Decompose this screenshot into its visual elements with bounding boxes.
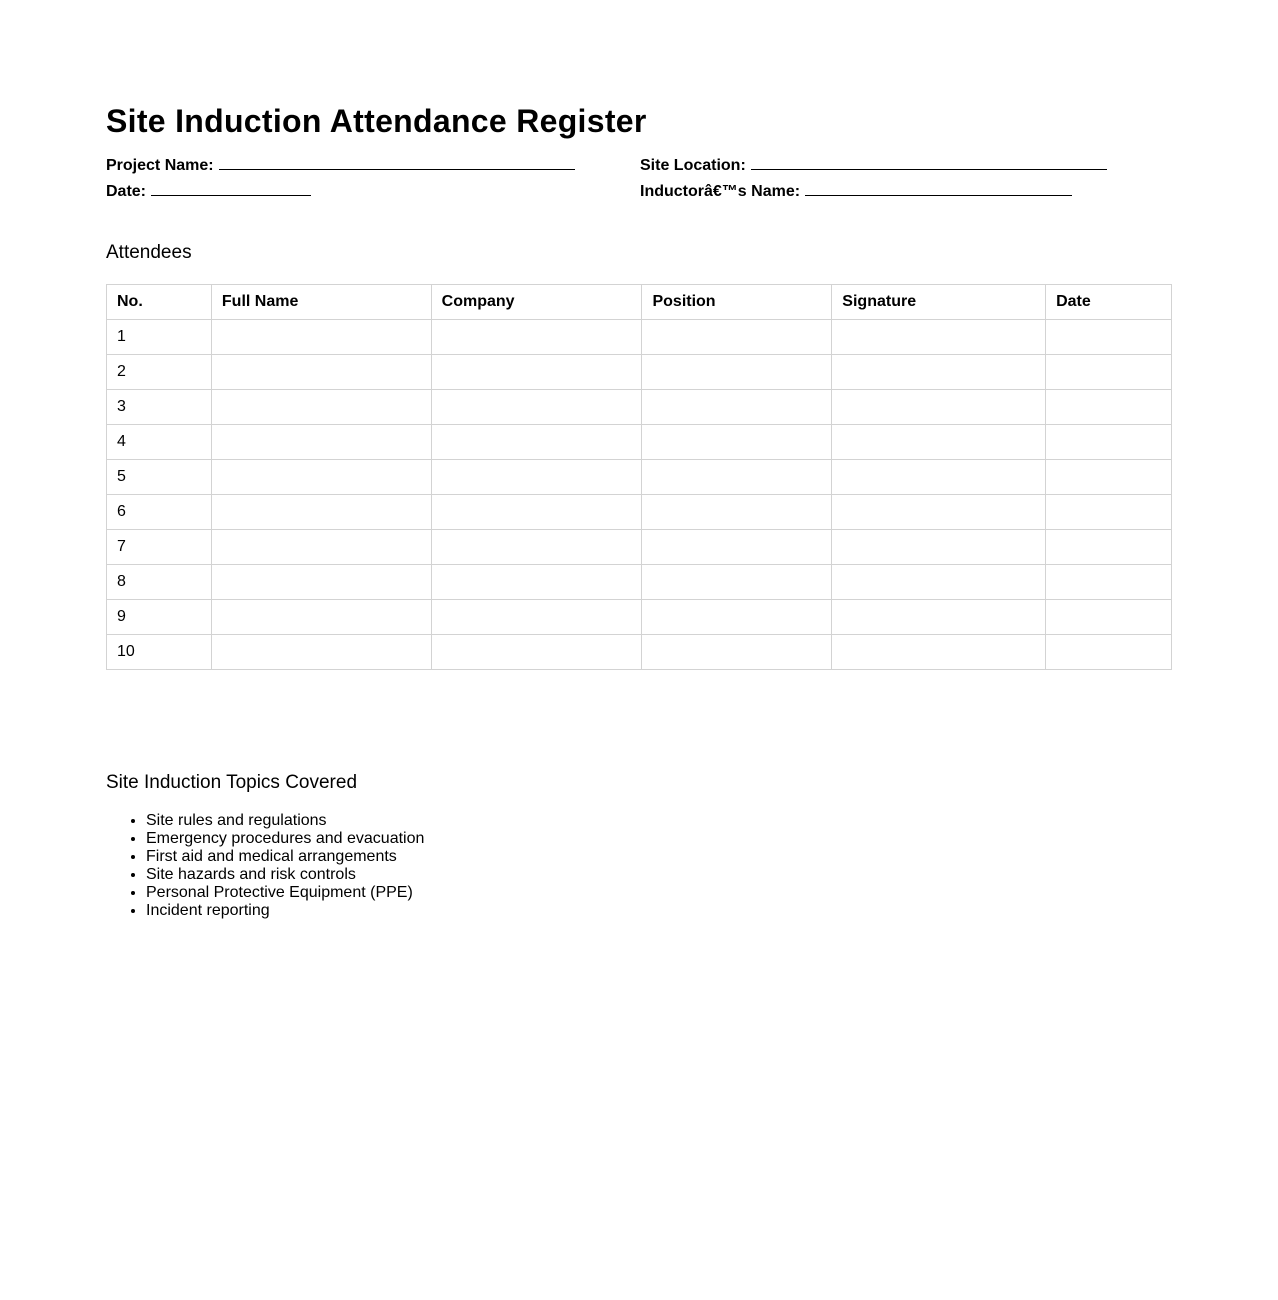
page-title: Site Induction Attendance Register	[106, 103, 647, 139]
date-field	[106, 181, 311, 201]
table-header-row	[107, 285, 1172, 320]
full-name-cell[interactable]	[211, 600, 431, 635]
full-name-cell[interactable]	[211, 355, 431, 390]
column-header-position: Position	[642, 285, 832, 320]
company-cell[interactable]	[431, 600, 642, 635]
row-number: 2	[107, 355, 212, 390]
site-location-blank[interactable]	[751, 155, 1107, 170]
company-cell[interactable]	[431, 495, 642, 530]
date-cell[interactable]	[1046, 600, 1172, 635]
date-cell[interactable]	[1046, 495, 1172, 530]
position-cell[interactable]	[642, 425, 832, 460]
company-cell[interactable]	[431, 565, 642, 600]
project-name-label: Project Name:	[106, 157, 214, 174]
position-cell[interactable]	[642, 635, 832, 670]
list-item: • Personal Protective Equipment (PPE)	[146, 884, 424, 902]
company-cell[interactable]	[431, 390, 642, 425]
signature-cell[interactable]	[832, 495, 1046, 530]
date-cell[interactable]	[1046, 460, 1172, 495]
table-row	[107, 460, 1172, 495]
column-header-signature: Signature	[832, 285, 1046, 320]
row-number: 5	[107, 460, 212, 495]
signature-cell[interactable]	[832, 425, 1046, 460]
list-item: • Incident reporting	[146, 902, 424, 920]
row-number: 10	[107, 635, 212, 670]
full-name-cell[interactable]	[211, 390, 431, 425]
date-cell[interactable]	[1046, 425, 1172, 460]
full-name-cell[interactable]	[211, 320, 431, 355]
company-cell[interactable]	[431, 635, 642, 670]
table-row	[107, 530, 1172, 565]
date-label: Date:	[106, 183, 147, 200]
site-location-label: Site Location:	[640, 157, 746, 174]
list-item: • Site hazards and risk controls	[146, 866, 424, 884]
row-number: 8	[107, 565, 212, 600]
table-row	[107, 495, 1172, 530]
list-item: • First aid and medical arrangements	[146, 848, 424, 866]
position-cell[interactable]	[642, 390, 832, 425]
date-blank[interactable]	[151, 181, 311, 196]
full-name-cell[interactable]	[211, 635, 431, 670]
row-number: 1	[107, 320, 212, 355]
position-cell[interactable]	[642, 460, 832, 495]
signature-cell[interactable]	[832, 600, 1046, 635]
full-name-cell[interactable]	[211, 565, 431, 600]
signature-cell[interactable]	[832, 355, 1046, 390]
table-row	[107, 635, 1172, 670]
date-cell[interactable]	[1046, 320, 1172, 355]
column-header-full-name: Full Name	[211, 285, 431, 320]
column-header-no: No.	[107, 285, 212, 320]
company-cell[interactable]	[431, 425, 642, 460]
position-cell[interactable]	[642, 495, 832, 530]
attendees-heading: Attendees	[106, 242, 192, 263]
company-cell[interactable]	[431, 320, 642, 355]
table-row	[107, 600, 1172, 635]
signature-cell[interactable]	[832, 320, 1046, 355]
table-row	[107, 320, 1172, 355]
full-name-cell[interactable]	[211, 495, 431, 530]
date-cell[interactable]	[1046, 530, 1172, 565]
project-name-blank[interactable]	[219, 155, 575, 170]
signature-cell[interactable]	[832, 460, 1046, 495]
column-header-date: Date	[1046, 285, 1172, 320]
column-header-company: Company	[431, 285, 642, 320]
signature-cell[interactable]	[832, 530, 1046, 565]
position-cell[interactable]	[642, 600, 832, 635]
inductor-name-blank[interactable]	[805, 181, 1072, 196]
signature-cell[interactable]	[832, 565, 1046, 600]
topics-list	[106, 812, 424, 920]
company-cell[interactable]	[431, 530, 642, 565]
position-cell[interactable]	[642, 530, 832, 565]
table-row	[107, 355, 1172, 390]
row-number: 4	[107, 425, 212, 460]
row-number: 6	[107, 495, 212, 530]
position-cell[interactable]	[642, 320, 832, 355]
date-cell[interactable]	[1046, 355, 1172, 390]
position-cell[interactable]	[642, 355, 832, 390]
table-row	[107, 565, 1172, 600]
table-row	[107, 390, 1172, 425]
company-cell[interactable]	[431, 460, 642, 495]
signature-cell[interactable]	[832, 390, 1046, 425]
table-row	[107, 425, 1172, 460]
inductor-name-field	[640, 181, 1072, 201]
row-number: 7	[107, 530, 212, 565]
date-cell[interactable]	[1046, 390, 1172, 425]
list-item: • Site rules and regulations	[146, 812, 424, 830]
attendance-table	[106, 284, 1172, 670]
site-location-field	[640, 155, 1107, 175]
company-cell[interactable]	[431, 355, 642, 390]
date-cell[interactable]	[1046, 565, 1172, 600]
project-name-field	[106, 155, 575, 175]
row-number: 3	[107, 390, 212, 425]
list-item: • Emergency procedures and evacuation	[146, 830, 424, 848]
topics-heading: Site Induction Topics Covered	[106, 772, 358, 793]
full-name-cell[interactable]	[211, 530, 431, 565]
position-cell[interactable]	[642, 565, 832, 600]
inductor-name-label: Inductorâ€™s Name:	[640, 183, 801, 200]
signature-cell[interactable]	[832, 635, 1046, 670]
date-cell[interactable]	[1046, 635, 1172, 670]
full-name-cell[interactable]	[211, 460, 431, 495]
full-name-cell[interactable]	[211, 425, 431, 460]
row-number: 9	[107, 600, 212, 635]
